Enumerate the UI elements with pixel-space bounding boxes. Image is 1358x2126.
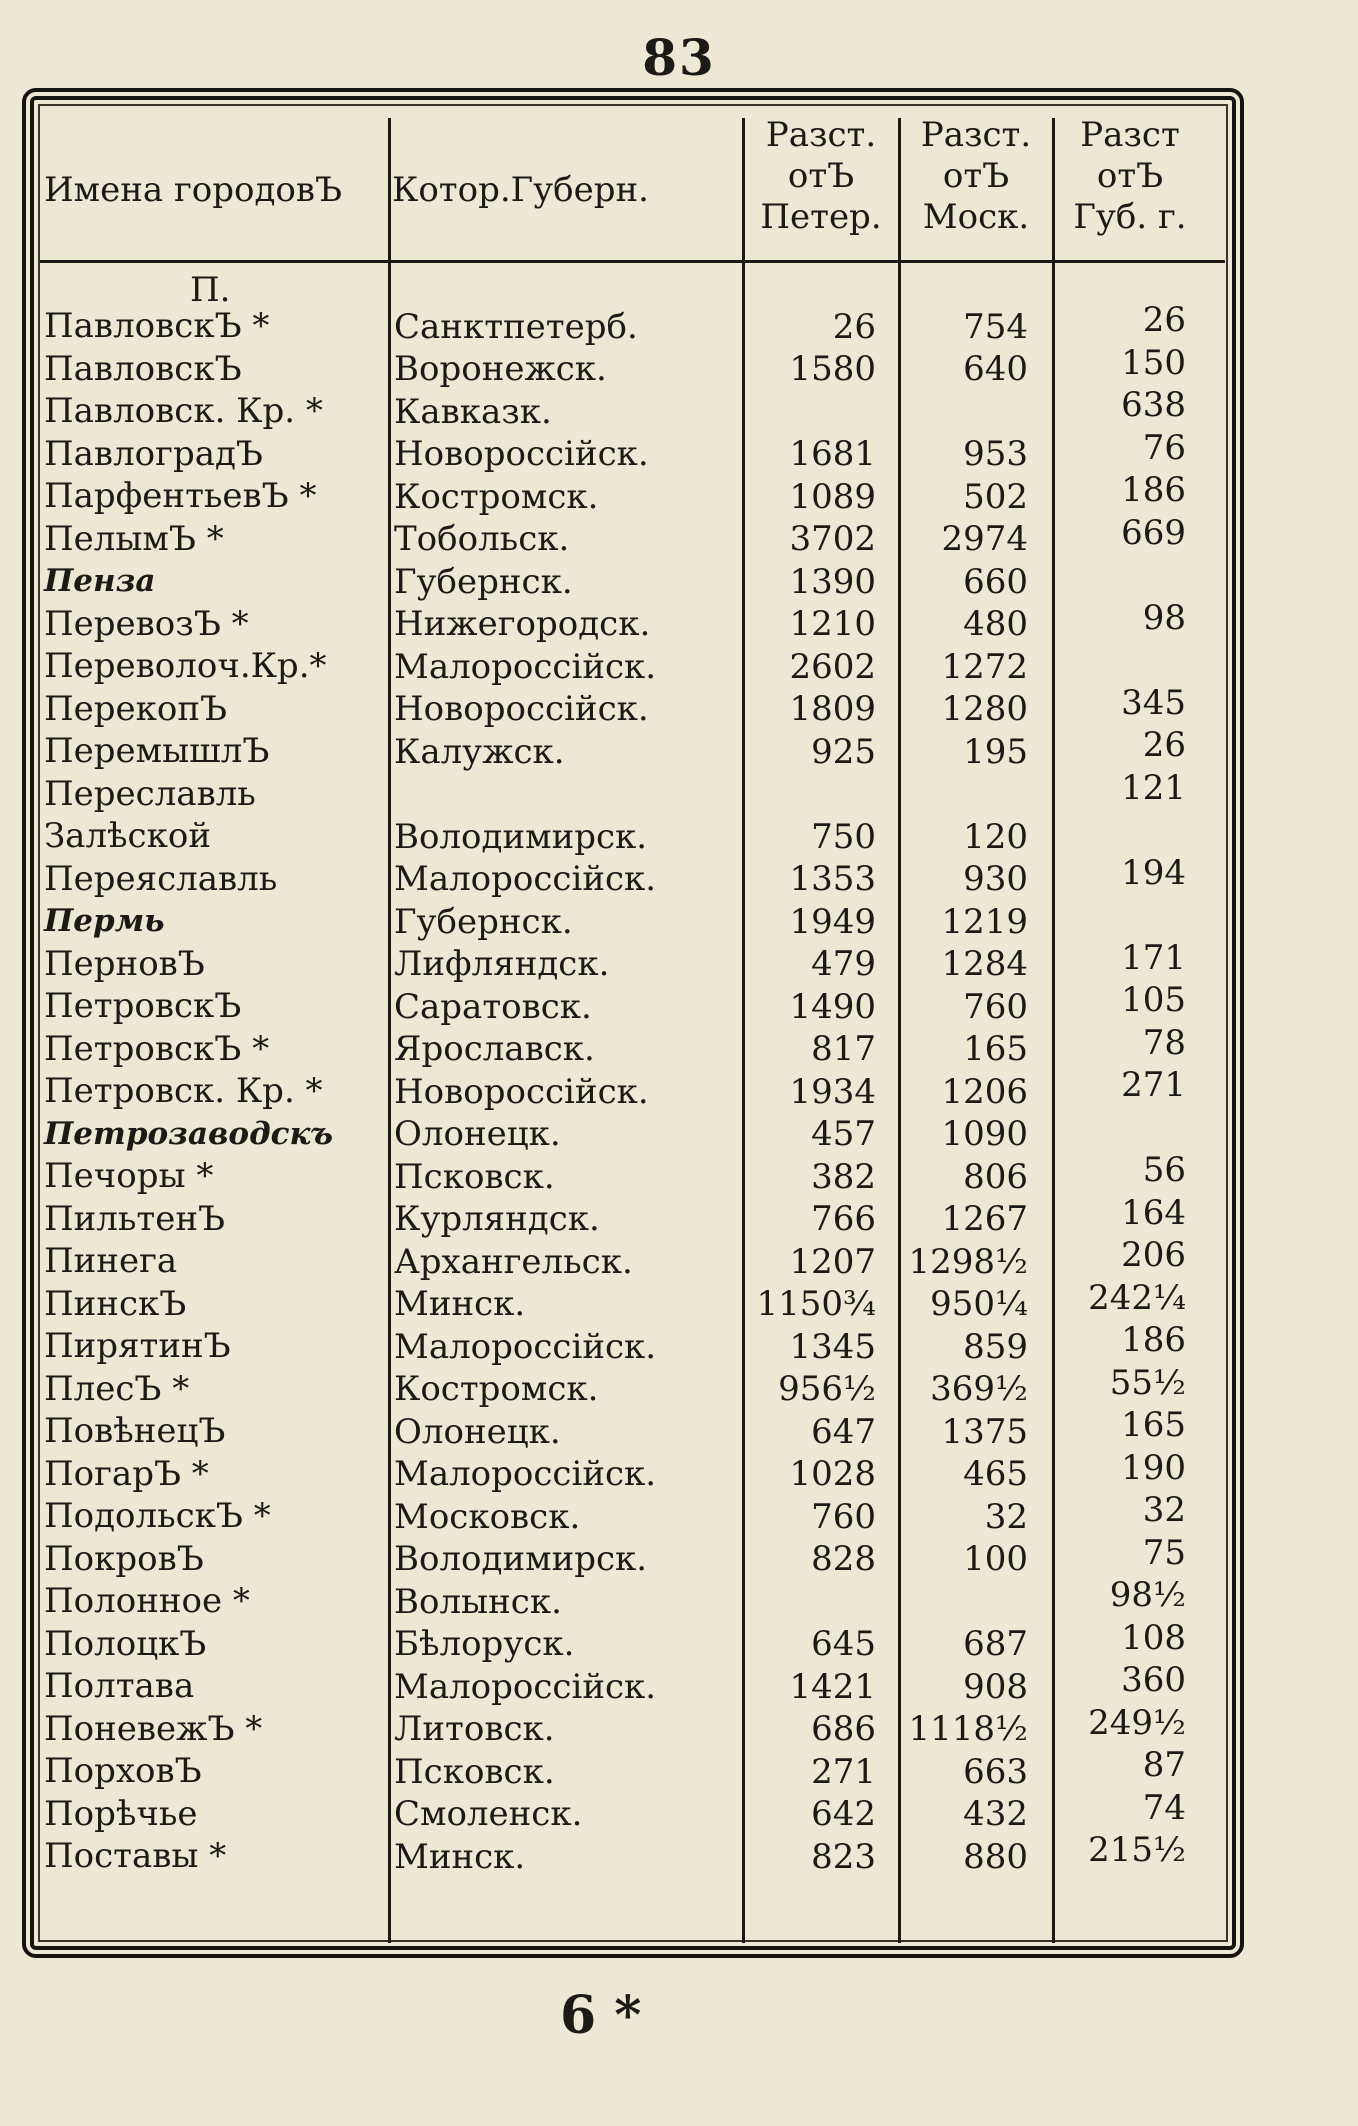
distance-moscow: 1118½ <box>908 1709 1028 1749</box>
header-city-name: Имена городовЪ <box>44 170 343 210</box>
province-name: Минск. <box>394 1836 526 1877</box>
distance-moscow: 1284 <box>941 944 1028 984</box>
distance-governorate: 206 <box>1121 1235 1186 1275</box>
distance-petersburg: 1949 <box>789 901 876 942</box>
distance-petersburg: 1150¾ <box>756 1284 876 1324</box>
distance-moscow: 480 <box>963 604 1028 644</box>
distance-governorate: 164 <box>1121 1192 1186 1233</box>
header-province: Котор.Губерн. <box>392 170 649 210</box>
distance-governorate: 215½ <box>1088 1830 1186 1870</box>
distance-moscow: 663 <box>963 1751 1028 1792</box>
distance-petersburg: 760 <box>811 1496 876 1537</box>
city-name: ПогарЪ * <box>44 1453 209 1494</box>
city-name: ПеревозЪ * <box>44 603 249 644</box>
distance-governorate: 56 <box>1142 1150 1186 1190</box>
city-name: Полтава <box>44 1666 195 1706</box>
distance-petersburg: 382 <box>811 1156 876 1197</box>
province-name: Новороссійск. <box>394 689 649 729</box>
distance-petersburg: 766 <box>811 1199 876 1239</box>
distance-moscow: 806 <box>963 1156 1028 1197</box>
distance-moscow: 120 <box>963 816 1028 857</box>
distance-governorate: 75 <box>1142 1532 1186 1573</box>
city-name: Печоры * <box>44 1156 214 1196</box>
distance-moscow: 502 <box>963 476 1028 517</box>
distance-petersburg: 1580 <box>789 349 876 389</box>
distance-governorate: 74 <box>1142 1787 1186 1828</box>
city-name: Пенза <box>44 563 156 599</box>
city-name: ПовѣнецЪ <box>44 1411 226 1451</box>
distance-petersburg: 817 <box>811 1029 876 1069</box>
distance-governorate: 26 <box>1142 725 1186 765</box>
province-name: Малороссійск. <box>394 1454 657 1494</box>
city-name: Переславль Залѣской <box>44 773 256 856</box>
province-name: Костромск. <box>394 476 599 517</box>
distance-moscow: 2974 <box>941 519 1028 559</box>
distance-governorate: 76 <box>1142 427 1186 468</box>
distance-governorate: 271 <box>1121 1065 1186 1105</box>
province-name: Новороссійск. <box>394 1071 649 1112</box>
distance-moscow: 953 <box>963 434 1028 474</box>
city-name: ПелымЪ * <box>44 518 224 559</box>
city-name: Пинега <box>44 1241 178 1281</box>
distance-governorate: 194 <box>1121 852 1186 893</box>
distance-moscow: 760 <box>963 986 1028 1027</box>
distance-petersburg: 1490 <box>789 986 876 1027</box>
province-name: Олонецк. <box>394 1411 561 1452</box>
distance-moscow: 100 <box>963 1539 1028 1579</box>
distance-petersburg: 1345 <box>789 1326 876 1367</box>
province-name: Губернск. <box>394 901 573 942</box>
distance-petersburg: 1421 <box>789 1666 876 1707</box>
province-name: Малороссійск. <box>394 1326 657 1367</box>
city-name: ПеремышлЪ <box>44 731 270 771</box>
distance-moscow: 1219 <box>941 901 1028 942</box>
province-name: Малороссійск. <box>394 646 657 687</box>
city-name: Переяславль <box>44 858 278 899</box>
distance-governorate: 108 <box>1121 1617 1186 1658</box>
province-name: Московск. <box>394 1496 581 1537</box>
province-name: Костромск. <box>394 1369 599 1409</box>
distance-moscow: 880 <box>963 1836 1028 1877</box>
province-name: Калужск. <box>394 731 565 772</box>
distance-moscow: 950¼ <box>930 1284 1028 1324</box>
city-name: Поставы * <box>44 1836 227 1876</box>
distance-moscow: 859 <box>963 1326 1028 1367</box>
distance-moscow: 908 <box>963 1666 1028 1707</box>
distance-governorate: 98½ <box>1109 1575 1186 1615</box>
city-name: Порѣчье <box>44 1793 198 1834</box>
table-row <box>0 767 1358 858</box>
province-name: Воронежск. <box>394 349 607 389</box>
distance-governorate: 55½ <box>1109 1362 1186 1403</box>
city-name: ПолоцкЪ <box>44 1623 207 1664</box>
distance-petersburg: 1809 <box>789 689 876 729</box>
province-name: Нижегородск. <box>394 604 651 644</box>
distance-petersburg: 1934 <box>789 1071 876 1112</box>
distance-petersburg: 1028 <box>789 1454 876 1494</box>
distance-petersburg: 271 <box>811 1751 876 1792</box>
distance-governorate: 32 <box>1142 1490 1186 1530</box>
province-name: Олонецк. <box>394 1114 561 1154</box>
distance-moscow: 1267 <box>941 1199 1028 1239</box>
city-name: ПлесЪ * <box>44 1368 190 1409</box>
distance-petersburg: 457 <box>811 1114 876 1154</box>
distance-moscow: 640 <box>963 349 1028 389</box>
city-name: ПоневежЪ * <box>44 1708 263 1749</box>
distance-moscow: 165 <box>963 1029 1028 1069</box>
distance-petersburg: 925 <box>811 731 876 772</box>
distance-petersburg: 1210 <box>789 604 876 644</box>
distance-petersburg: 750 <box>811 816 876 857</box>
city-name: ПавлоградЪ <box>44 433 263 474</box>
distance-moscow: 1375 <box>941 1411 1028 1452</box>
city-name: ПокровЪ <box>44 1538 204 1579</box>
province-name: Архангельск. <box>394 1241 633 1282</box>
province-name: Кавказк. <box>394 391 552 432</box>
province-name: Новороссійск. <box>394 434 649 474</box>
province-name: Волынск. <box>394 1581 562 1622</box>
distance-petersburg: 686 <box>811 1709 876 1749</box>
distance-petersburg: 479 <box>811 944 876 984</box>
province-name: Курляндск. <box>394 1199 600 1239</box>
distance-governorate: 345 <box>1121 682 1186 723</box>
distance-moscow: 660 <box>963 561 1028 602</box>
signature-mark: 6 * <box>560 1985 642 2046</box>
distance-governorate: 87 <box>1142 1745 1186 1785</box>
distance-governorate: 669 <box>1121 512 1186 553</box>
city-name: Петровск. Кр. * <box>44 1071 323 1111</box>
distance-governorate: 360 <box>1121 1660 1186 1700</box>
distance-moscow: 754 <box>963 306 1028 347</box>
distance-moscow: 432 <box>963 1794 1028 1834</box>
distance-petersburg: 26 <box>832 306 876 347</box>
table-row <box>0 512 1358 561</box>
distance-moscow: 1298½ <box>908 1241 1028 1282</box>
city-name: ПодольскЪ * <box>44 1496 271 1536</box>
province-name: Малороссійск. <box>394 859 657 899</box>
city-name: ПерекопЪ <box>44 688 228 729</box>
province-name: Тобольск. <box>394 519 570 559</box>
distance-petersburg: 2602 <box>789 646 876 687</box>
distance-moscow: 195 <box>963 731 1028 772</box>
city-name: ПерновЪ <box>44 943 205 984</box>
distance-governorate: 242¼ <box>1088 1277 1186 1318</box>
distance-governorate: 78 <box>1142 1022 1186 1063</box>
distance-moscow: 1090 <box>941 1114 1028 1154</box>
city-name: ПавловскЪ * <box>44 306 270 346</box>
distance-governorate: 186 <box>1121 470 1186 510</box>
province-name: Ярославск. <box>394 1029 595 1069</box>
header-distance-moscow: Разст. отЪ Моск. <box>920 115 1032 237</box>
distance-petersburg: 3702 <box>789 519 876 559</box>
distance-moscow: 1272 <box>941 646 1028 687</box>
distance-moscow: 1280 <box>941 689 1028 729</box>
province-name: Бѣлоруск. <box>394 1624 575 1664</box>
city-name: ПарфентьевЪ * <box>44 476 317 516</box>
province-name: Лифляндск. <box>394 944 610 984</box>
distance-petersburg: 647 <box>811 1411 876 1452</box>
city-table <box>0 300 1358 1878</box>
header-rule <box>40 260 1225 263</box>
province-name: Минск. <box>394 1284 526 1324</box>
distance-governorate: 249½ <box>1088 1702 1186 1743</box>
table-row <box>0 1065 1358 1113</box>
province-name: Смоленск. <box>394 1794 583 1834</box>
table-row <box>0 597 1358 646</box>
province-name: Псковск. <box>394 1751 555 1792</box>
province-name: Санктпетерб. <box>394 306 638 347</box>
city-name: ПирятинЪ <box>44 1326 231 1366</box>
distance-governorate: 26 <box>1142 300 1186 340</box>
header-distance-petersburg: Разст. отЪ Петер. <box>760 115 882 237</box>
distance-petersburg: 642 <box>811 1794 876 1834</box>
distance-petersburg: 1353 <box>789 859 876 899</box>
city-name: Петрозаводскъ <box>44 1115 334 1152</box>
province-name: Литовск. <box>394 1709 555 1749</box>
distance-petersburg: 1681 <box>789 434 876 474</box>
province-name: Саратовск. <box>394 986 592 1027</box>
distance-moscow: 32 <box>984 1496 1028 1537</box>
distance-petersburg: 645 <box>811 1624 876 1664</box>
city-name: ПорховЪ <box>44 1751 202 1791</box>
city-name: Павловск. Кр. * <box>44 391 323 431</box>
distance-moscow: 687 <box>963 1624 1028 1664</box>
distance-governorate: 171 <box>1121 937 1186 978</box>
distance-moscow: 465 <box>963 1454 1028 1494</box>
header-distance-governorate: Разст отЪ Губ. г. <box>1073 115 1187 237</box>
city-name: ПетровскЪ * <box>44 1028 270 1069</box>
city-name: Пермь <box>44 903 165 939</box>
province-name: Володимирск. <box>394 816 648 857</box>
distance-governorate: 186 <box>1121 1320 1186 1360</box>
city-name: Переволоч.Кр.* <box>44 646 327 686</box>
city-name: ПавловскЪ <box>44 348 242 389</box>
province-name: Володимирск. <box>394 1539 648 1579</box>
table-row <box>0 852 1358 901</box>
province-name: Малороссійск. <box>394 1666 657 1707</box>
distance-petersburg: 1390 <box>789 561 876 602</box>
distance-moscow: 1206 <box>941 1071 1028 1112</box>
distance-governorate: 105 <box>1121 980 1186 1020</box>
distance-petersburg: 1089 <box>789 476 876 517</box>
distance-moscow: 369½ <box>930 1369 1028 1409</box>
province-name: Псковск. <box>394 1156 555 1197</box>
distance-moscow: 930 <box>963 859 1028 899</box>
distance-petersburg: 1207 <box>789 1241 876 1282</box>
section-letter: П. <box>190 270 231 310</box>
city-name: Полонное * <box>44 1581 250 1621</box>
city-name: ПинскЪ <box>44 1283 187 1324</box>
distance-petersburg: 823 <box>811 1836 876 1877</box>
page-number: 83 <box>642 28 716 87</box>
distance-governorate: 121 <box>1121 767 1186 808</box>
distance-governorate: 150 <box>1121 342 1186 383</box>
distance-governorate: 190 <box>1121 1447 1186 1488</box>
city-name: ПетровскЪ <box>44 986 242 1026</box>
table-row <box>0 1830 1358 1878</box>
distance-governorate: 165 <box>1121 1405 1186 1445</box>
distance-governorate: 98 <box>1142 597 1186 638</box>
distance-petersburg: 828 <box>811 1539 876 1579</box>
distance-governorate: 638 <box>1121 385 1186 425</box>
distance-petersburg: 956½ <box>778 1369 876 1409</box>
city-name: ПильтенЪ <box>44 1198 226 1239</box>
province-name: Губернск. <box>394 561 573 602</box>
